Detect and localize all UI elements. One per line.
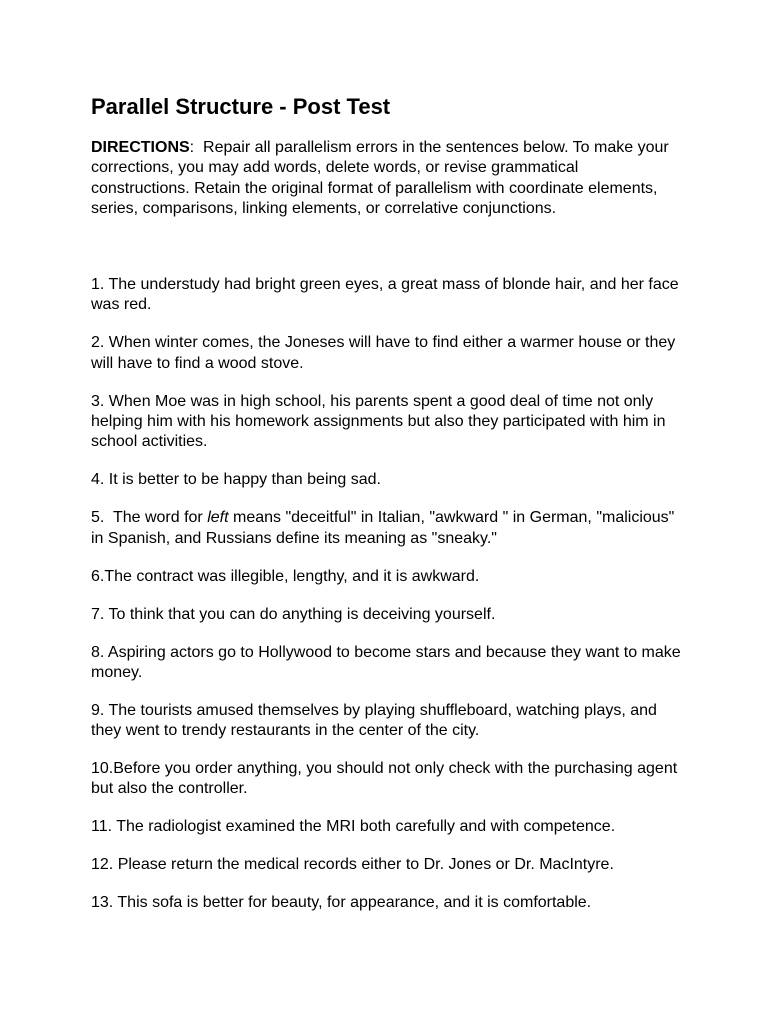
question-5-start: 5. The word for: [91, 509, 208, 527]
question-3: 3. When Moe was in high school, his parents spent a good deal of time not only helping him with his homework assignments but also they participated with him in school activities.: [91, 392, 666, 451]
question-4: 4. It is better to be happy than being sad.: [91, 471, 381, 489]
question-9: 9. The tourists amused themselves by playing shuffleboard, watching plays, and they went to trendy restaurants in the center of the city.: [91, 701, 657, 740]
question-5-end: means "deceitful" in Italian, "awkward " in German, "malicious" in Spanish, and Russians define its meaning as "sneaky.": [91, 509, 679, 547]
question-6: 6.The contract was illegible, lengthy, and it is awkward.: [91, 567, 480, 585]
question-12: 12. Please return the medical records either to Dr. Jones or Dr. MacIntyre.: [91, 856, 614, 874]
question-list: [91, 275, 691, 913]
question-5-italic-word: left: [207, 509, 229, 527]
question-7: 7. To think that you can do anything is deceiving yourself.: [91, 605, 496, 623]
question-8: 8. Aspiring actors go to Hollywood to become stars and because they want to make money.: [91, 643, 681, 681]
document-page: [91, 93, 691, 931]
question-10: 10.Before you order anything, you should not only check with the purchasing agent but also the controller.: [91, 760, 678, 798]
directions-label: DIRECTIONS: [91, 139, 190, 156]
directions-paragraph: [91, 138, 681, 219]
directions-separator: :: [189, 139, 204, 156]
question-5: [91, 508, 683, 549]
question-11: 11. The radiologist examined the MRI both carefully and with competence.: [91, 818, 616, 836]
question-2: 2. When winter comes, the Joneses will have to find either a warmer house or they will have to find a wood stove.: [91, 334, 676, 372]
page-title: Parallel Structure - Post Test: [91, 94, 391, 119]
question-13: 13. This sofa is better for beauty, for appearance, and it is comfortable.: [91, 894, 592, 912]
directions-text: Repair all parallelism errors in the sentences below. To make your corrections, you may add words, delete words, or revise grammatical constructions. Retain the original format of parallelism with coordinate elements, series, comparisons, linking elements, or correlative conjunctions.: [91, 139, 669, 217]
question-1: 1. The understudy had bright green eyes, a great mass of blonde hair, and her face was red.: [91, 276, 679, 314]
